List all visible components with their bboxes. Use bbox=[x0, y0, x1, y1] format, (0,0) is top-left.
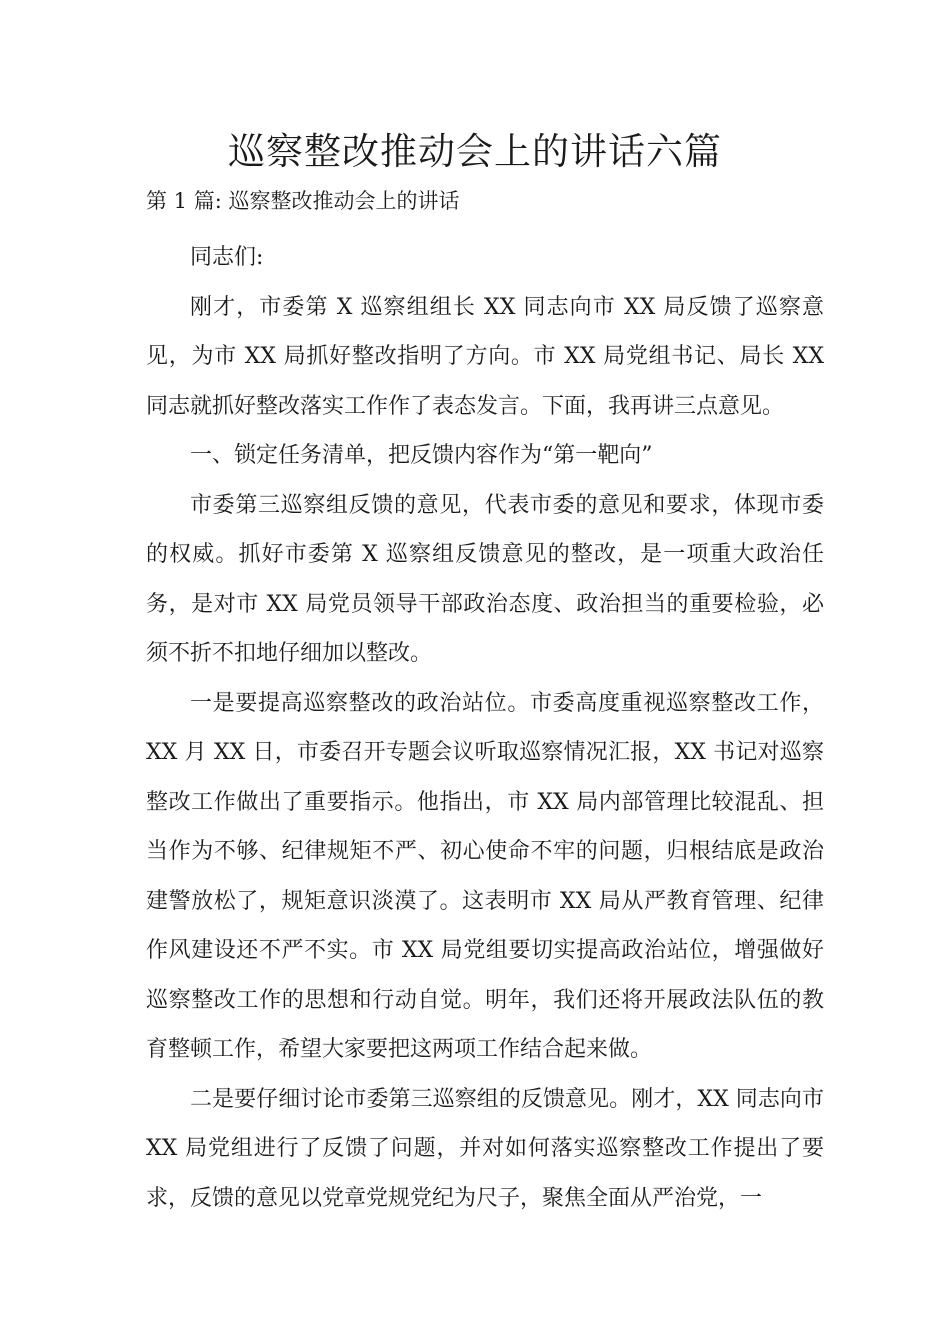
document-title: 巡察整改推动会上的讲话六篇 bbox=[228, 130, 722, 173]
body-paragraph: 市委第三巡察组反馈的意见，代表市委的意见和要求，体现市委的权威。抓好市委第 X 巡察组反馈意见的整改，是一项重大政治任务，是对市 XX 局党员领导干部政治态度、政治担当的重要检验，必须不折不扣地仔细加以整改。 bbox=[146, 492, 824, 666]
body-paragraph: 一是要提高巡察整改的政治站位。市委高度重视巡察整改工作，XX 月 XX 日，市委召开专题会议听取巡察情况汇报，XX 书记对巡察整改工作做出了重要指示。他指出，市 XX 局内部管理比较混乱、担当作为不够、纪律规矩不严、初心使命不牢的问题，归根结底是政治建警放松了，规矩意识淡漠了。这表明市 XX 局从严教育管理、纪律作风建设还不严不实。市 XX 局党组要切实提高政治站位，增强做好巡察整改工作的思想和行动自觉。明年，我们还将开展政法队伍的教育整顿工作，希望大家要把这两项工作结合起来做。 bbox=[146, 690, 824, 1062]
body-paragraph: 二是要仔细讨论市委第三巡察组的反馈意见。刚才，XX 同志向市 XX 局党组进行了反馈了问题，并对如何落实巡察整改工作提出了要求，反馈的意见以党章党规党纪为尺子，聚焦全面从严治党，一 bbox=[146, 1086, 824, 1211]
section-heading: 一、锁定任务清单，把反馈内容作为“第一靶向” bbox=[190, 443, 653, 468]
salutation-paragraph: 同志们: bbox=[190, 245, 264, 270]
body-paragraph: 刚才，市委第 X 巡察组组长 XX 同志向市 XX 局反馈了巡察意见，为市 XX 局抓好整改指明了方向。市 XX 局党组书记、局长 XX 同志就抓好整改落实工作作了表态发言。下面，我再讲三点意见。 bbox=[146, 294, 824, 419]
document-body bbox=[146, 233, 824, 1223]
chapter-subtitle: 第 1 篇: 巡察整改推动会上的讲话 bbox=[146, 189, 460, 213]
